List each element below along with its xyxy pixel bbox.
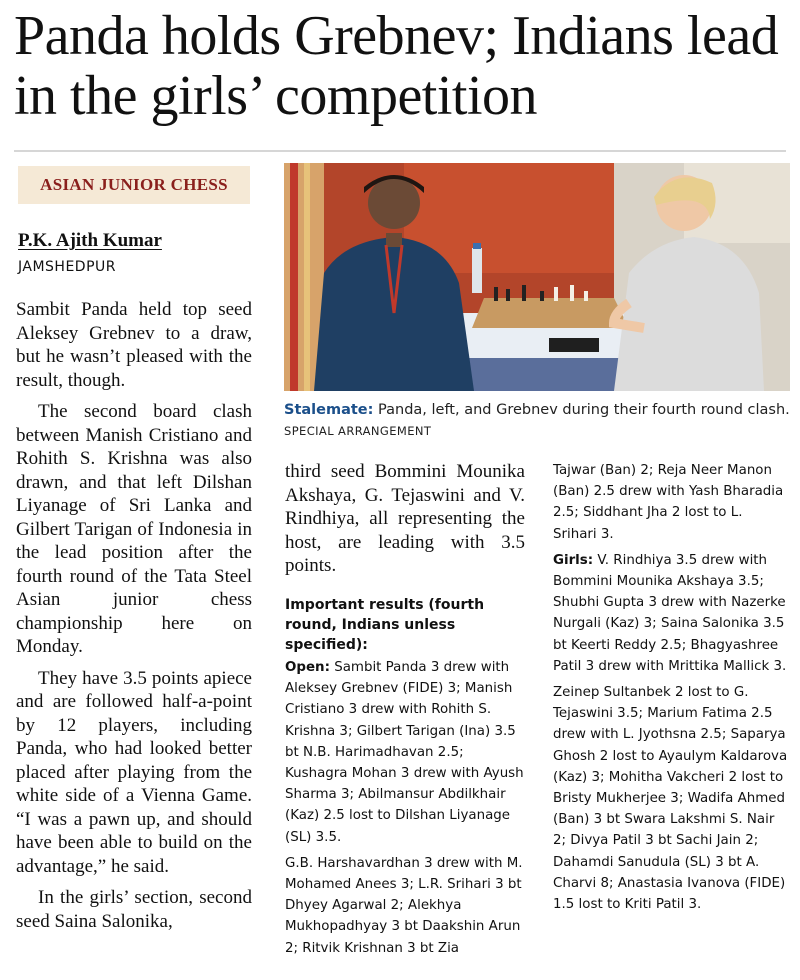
photo-caption bbox=[284, 400, 790, 442]
photo-credit: SPECIAL ARRANGEMENT bbox=[284, 424, 432, 438]
results-open-end: Tajwar (Ban) 2; Reja Neer Manon (Ban) 2.5 drew with Yash Bharadia 2.5; Siddhant Jha 2 lost to L. Srihari 3. bbox=[553, 463, 784, 542]
headline-rule bbox=[14, 150, 786, 152]
results-girls-continued: Zeinep Sultanbek 2 lost to G. Tejaswini 3.5; Marium Fatima 2.5 drew with L. Jyothsna 2.5; Saparya Ghosh 2 lost to Ayaulym Kaldarova (Kaz) 3; Mohitha Vakcheri 2 lost to Bristy Mukherjee 3; Wadifa Ahmed (Ban) 3 bt Swara Lakshmi S. Nair 2; Divya Patil 3 bt Sachi Jain 2; Dahamdi Sanudula (SL) 3 bt A. Charvi 8; Anastasia Ivanova (FIDE) 1.5 lost to Kriti Patil 3. bbox=[553, 685, 788, 913]
byline: P.K. Ajith Kumar bbox=[18, 230, 162, 251]
article-column-left bbox=[16, 298, 252, 941]
open-label: Open: bbox=[285, 660, 330, 675]
chess-players-photo bbox=[284, 163, 790, 391]
body-paragraph: In the girls’ section, second seed Saina Salonika, bbox=[16, 887, 252, 932]
results-girls bbox=[553, 550, 789, 677]
headline: Panda holds Grebnev; Indians lead in the girls’ competition bbox=[14, 5, 779, 127]
results-open bbox=[285, 657, 525, 848]
body-paragraph: They have 3.5 points apiece and are followed half-a-point by 12 players, including Panda, who had looked better placed after playing from the white side of a Vienna Game. “I was a pawn up, and should have been able to build on the advantage,” he said. bbox=[16, 667, 252, 877]
dateline: JAMSHEDPUR bbox=[18, 259, 116, 275]
girls-label: Girls: bbox=[553, 552, 594, 568]
results-column-middle bbox=[285, 657, 525, 964]
body-paragraph-continued: third seed Bommini Mounika Akshaya, G. Tejaswini and V. Rindhiya, all representing the host, are leading with 3.5 points. bbox=[285, 461, 525, 576]
results-open-continued: G.B. Harshavardhan 3 drew with M. Mohamed Anees 3; L.R. Srihari 3 bt Dhyey Agarwal 2; Alekhya Mukhopadhyay 3 bt Daakshin Arun 2; Ritvik Krishnan 3 bt Zia bbox=[285, 855, 523, 956]
results-column-right bbox=[553, 460, 789, 920]
section-kicker: ASIAN JUNIOR CHESS bbox=[18, 166, 250, 204]
body-paragraph: Sambit Panda held top seed Aleksey Grebnev to a draw, but he wasn’t pleased with the result, though. bbox=[16, 299, 252, 391]
body-paragraph: The second board clash between Manish Cristiano and Rohith S. Krishna was also drawn, and that left Dilshan Liyanage of Sri Lanka and Gilbert Tarigan of Indonesia in the lead position after the fourth round of the Tata Steel Asian junior chess championship here on Monday. bbox=[16, 401, 252, 657]
caption-text: Panda, left, and Grebnev during their fourth round clash. bbox=[373, 402, 790, 418]
open-results-text: Sambit Panda 3 drew with Aleksey Grebnev (FIDE) 3; Manish Cristiano 3 drew with Rohith S. Krishna 3; Gilbert Tarigan (Ina) 3.5 bt N.B. Harimadhavan 2.5; Kushagra Mohan 3 drew with Ayush Sharma 3; Abilmansur Abdilkhair (Kaz) 2.5 lost to Dilshan Liyanage (SL) 3.5. bbox=[285, 660, 524, 845]
girls-results-text: V. Rindhiya 3.5 drew with Bommini Mounika Akshaya 3.5; Shubhi Gupta 3 drew with Nazerke Nurgali (Kaz) 3; Saina Salonika 3.5 bt Keerti Reddy 2.5; Bhagyashree Patil 3 drew with Mrittika Mallick 3. bbox=[553, 552, 787, 674]
results-heading: Important results (fourth round, Indians unless specified): bbox=[285, 597, 485, 653]
caption-lead: Stalemate: bbox=[284, 402, 374, 418]
